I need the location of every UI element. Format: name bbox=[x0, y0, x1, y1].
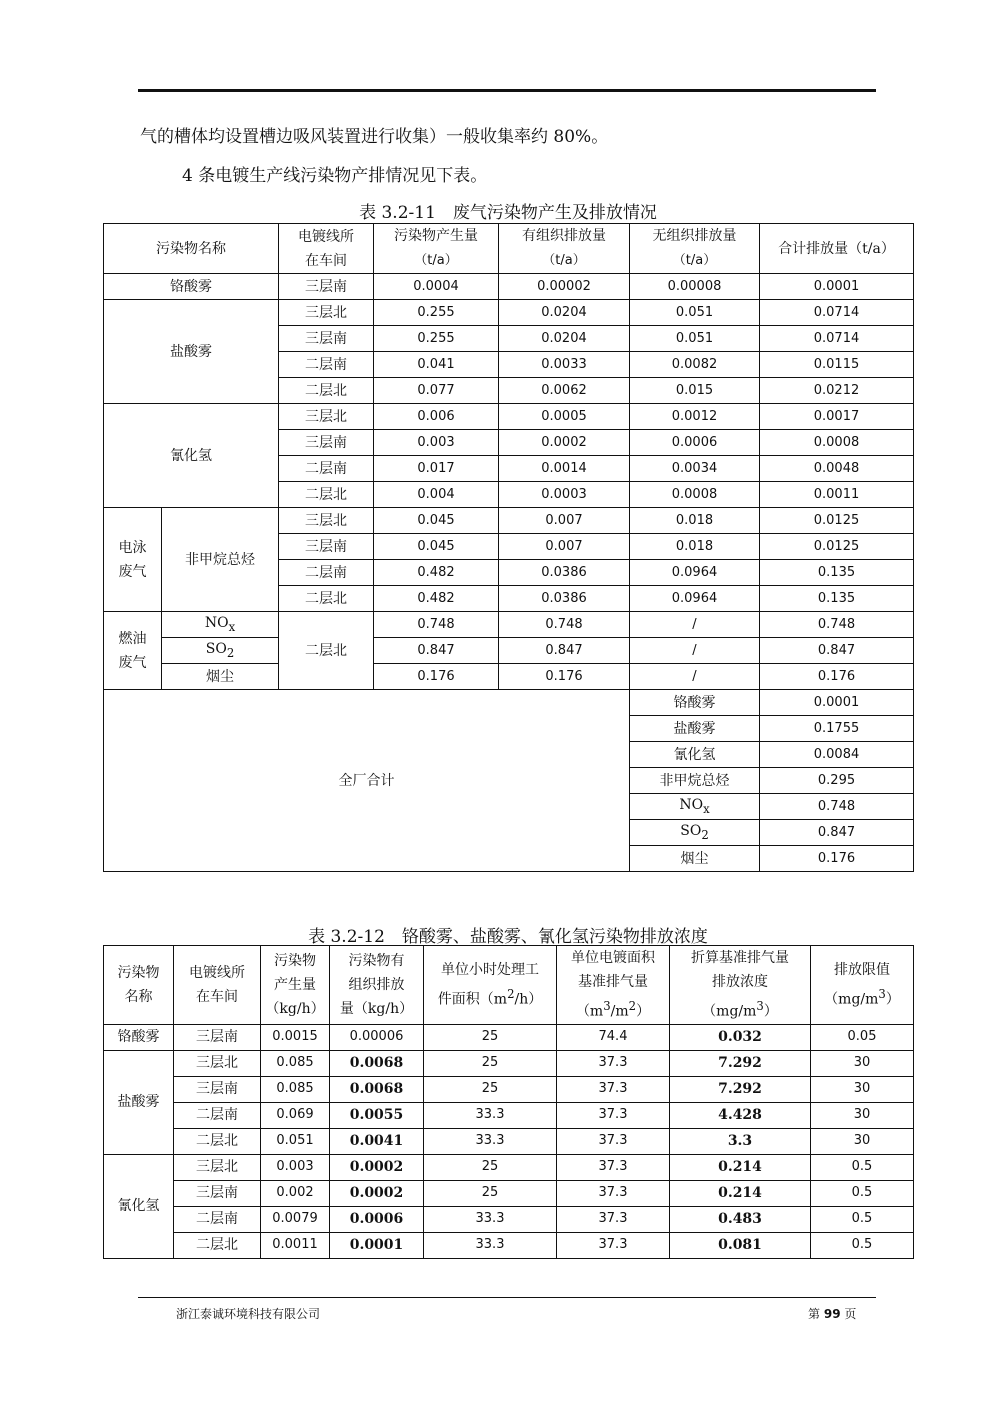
limit-cell: 30 bbox=[811, 1128, 914, 1154]
pollutant-name: $NO_x$ bbox=[162, 612, 279, 638]
concentration-cell: 7.292 bbox=[670, 1050, 811, 1076]
header-rule bbox=[138, 89, 876, 92]
unorganized-cell: 0.00008 bbox=[630, 274, 760, 300]
base-exhaust-cell: 37.3 bbox=[557, 1076, 670, 1102]
organized-cell: 0.0386 bbox=[499, 560, 630, 586]
header-unorganized-emission: 无组织排放量 （t/a） bbox=[630, 224, 760, 274]
pollutant-name: 氰化氢 bbox=[104, 404, 279, 508]
organized-cell: 0.0002 bbox=[499, 430, 630, 456]
unorganized-cell: 0.0008 bbox=[630, 482, 760, 508]
area-cell: 33.3 bbox=[424, 1128, 557, 1154]
generation-cell: 0.045 bbox=[374, 508, 499, 534]
generation-cell: 0.041 bbox=[374, 352, 499, 378]
generation-cell: 0.482 bbox=[374, 586, 499, 612]
area-cell: 25 bbox=[424, 1024, 557, 1050]
plant-total-value: 0.0084 bbox=[760, 742, 914, 768]
organized-cell: 0.176 bbox=[499, 664, 630, 690]
pollutant-name: 非甲烷总烃 bbox=[162, 508, 279, 612]
generation-cell: 0.0004 bbox=[374, 274, 499, 300]
generation-cell: 0.003 bbox=[374, 430, 499, 456]
page-number: 99 bbox=[823, 1307, 841, 1321]
plant-total-value: 0.847 bbox=[760, 820, 914, 846]
generation-cell: 0.069 bbox=[261, 1102, 330, 1128]
concentration-cell: 0.081 bbox=[670, 1232, 811, 1258]
workshop-cell: 二层南 bbox=[279, 560, 374, 586]
table-row bbox=[104, 1024, 914, 1050]
generation-cell: 0.077 bbox=[374, 378, 499, 404]
table-row bbox=[104, 1180, 914, 1206]
unorganized-cell: 0.0034 bbox=[630, 456, 760, 482]
generation-cell: 0.0015 bbox=[261, 1024, 330, 1050]
header-generation-rate: 污染物 产生量 （kg/h） bbox=[261, 946, 330, 1025]
organized-cell: 0.0033 bbox=[499, 352, 630, 378]
concentration-cell: 7.292 bbox=[670, 1076, 811, 1102]
total-cell: 0.0008 bbox=[760, 430, 914, 456]
organized-cell: 0.0003 bbox=[499, 482, 630, 508]
header-workshop: 电镀线所 在车间 bbox=[174, 946, 261, 1025]
emission-cell: 0.0041 bbox=[330, 1128, 424, 1154]
generation-cell: 0.051 bbox=[261, 1128, 330, 1154]
emission-cell: 0.0006 bbox=[330, 1206, 424, 1232]
plant-total-pollutant: $SO_2$ bbox=[630, 820, 760, 846]
header-workshop: 电镀线所 在车间 bbox=[279, 224, 374, 274]
generation-cell: 0.004 bbox=[374, 482, 499, 508]
limit-cell: 0.5 bbox=[811, 1206, 914, 1232]
pollutant-name: 铬酸雾 bbox=[104, 1024, 174, 1050]
table-row bbox=[104, 638, 914, 664]
unorganized-cell: / bbox=[630, 664, 760, 690]
workshop-cell: 二层南 bbox=[279, 352, 374, 378]
organized-cell: 0.0062 bbox=[499, 378, 630, 404]
table-row bbox=[104, 508, 914, 534]
limit-cell: 0.5 bbox=[811, 1154, 914, 1180]
base-exhaust-cell: 37.3 bbox=[557, 1128, 670, 1154]
concentration-cell: 4.428 bbox=[670, 1102, 811, 1128]
header-base-exhaust: 单位电镀面积 基准排气量 $(m^3/m^2)$ bbox=[557, 946, 670, 1025]
unorganized-cell: 0.0964 bbox=[630, 586, 760, 612]
area-cell: 25 bbox=[424, 1180, 557, 1206]
total-cell: 0.0017 bbox=[760, 404, 914, 430]
footer-company: 浙江泰诚环境科技有限公司 bbox=[176, 1307, 321, 1321]
base-exhaust-cell: 37.3 bbox=[557, 1206, 670, 1232]
total-cell: 0.0714 bbox=[760, 300, 914, 326]
pollutant-name: 烟尘 bbox=[162, 664, 279, 690]
limit-cell: 30 bbox=[811, 1102, 914, 1128]
generation-cell: 0.482 bbox=[374, 560, 499, 586]
limit-cell: 0.5 bbox=[811, 1180, 914, 1206]
plant-total-pollutant: $NO_x$ bbox=[630, 794, 760, 820]
table-row bbox=[104, 1232, 914, 1258]
organized-cell: 0.007 bbox=[499, 534, 630, 560]
generation-cell: 0.255 bbox=[374, 326, 499, 352]
limit-cell: 0.5 bbox=[811, 1232, 914, 1258]
plant-total-value: 0.176 bbox=[760, 846, 914, 872]
base-exhaust-cell: 37.3 bbox=[557, 1102, 670, 1128]
generation-cell: 0.0011 bbox=[261, 1232, 330, 1258]
table-row bbox=[104, 1076, 914, 1102]
total-cell: 0.0125 bbox=[760, 508, 914, 534]
pollutant-name: 氰化氢 bbox=[104, 1154, 174, 1258]
plant-total-value: 0.295 bbox=[760, 768, 914, 794]
limit-cell: 30 bbox=[811, 1076, 914, 1102]
workshop-cell: 二层北 bbox=[279, 378, 374, 404]
total-cell: 0.0011 bbox=[760, 482, 914, 508]
unorganized-cell: 0.051 bbox=[630, 300, 760, 326]
area-cell: 33.3 bbox=[424, 1206, 557, 1232]
plant-total-value: 0.0001 bbox=[760, 690, 914, 716]
unorganized-cell: 0.051 bbox=[630, 326, 760, 352]
workshop-cell: 二层北 bbox=[279, 612, 374, 690]
total-cell: 0.135 bbox=[760, 586, 914, 612]
generation-cell: 0.176 bbox=[374, 664, 499, 690]
table-row bbox=[104, 404, 914, 430]
table-row bbox=[104, 1206, 914, 1232]
concentration-cell: 0.483 bbox=[670, 1206, 811, 1232]
workshop-cell: 三层南 bbox=[279, 430, 374, 456]
organized-cell: 0.0014 bbox=[499, 456, 630, 482]
workshop-cell: 三层南 bbox=[174, 1180, 261, 1206]
emission-table-11 bbox=[103, 223, 914, 872]
base-exhaust-cell: 37.3 bbox=[557, 1050, 670, 1076]
unorganized-cell: 0.0012 bbox=[630, 404, 760, 430]
limit-cell: 0.05 bbox=[811, 1024, 914, 1050]
workshop-cell: 三层北 bbox=[174, 1050, 261, 1076]
table-12-caption: 表 3.2-12 铬酸雾、盐酸雾、氰化氢污染物排放浓度 bbox=[308, 927, 708, 947]
table-11-caption: 表 3.2-11 废气污染物产生及排放情况 bbox=[359, 203, 657, 223]
plant-total-row bbox=[104, 690, 914, 716]
workshop-cell: 二层南 bbox=[174, 1206, 261, 1232]
organized-cell: 0.0005 bbox=[499, 404, 630, 430]
footer-page: 第 99 页 bbox=[808, 1307, 857, 1321]
pollutant-name: 盐酸雾 bbox=[104, 1050, 174, 1154]
workshop-cell: 二层北 bbox=[174, 1232, 261, 1258]
concentration-cell: 0.214 bbox=[670, 1180, 811, 1206]
workshop-cell: 三层北 bbox=[279, 404, 374, 430]
workshop-cell: 二层北 bbox=[279, 482, 374, 508]
emission-cell: 0.0002 bbox=[330, 1180, 424, 1206]
organized-cell: 0.0386 bbox=[499, 586, 630, 612]
unorganized-cell: 0.0082 bbox=[630, 352, 760, 378]
emission-cell: 0.00006 bbox=[330, 1024, 424, 1050]
organized-cell: 0.0204 bbox=[499, 326, 630, 352]
total-cell: 0.0714 bbox=[760, 326, 914, 352]
header-treated-area: 单位小时处理工 件面积$(m^2/h)$ bbox=[424, 946, 557, 1025]
concentration-table-12 bbox=[103, 945, 914, 1259]
plant-total-pollutant: 铬酸雾 bbox=[630, 690, 760, 716]
total-cell: 0.0048 bbox=[760, 456, 914, 482]
workshop-cell: 三层北 bbox=[279, 508, 374, 534]
plant-total-pollutant: 盐酸雾 bbox=[630, 716, 760, 742]
workshop-cell: 二层南 bbox=[279, 456, 374, 482]
pollutant-name: 铬酸雾 bbox=[104, 274, 279, 300]
total-cell: 0.135 bbox=[760, 560, 914, 586]
base-exhaust-cell: 37.3 bbox=[557, 1154, 670, 1180]
emission-cell: 0.0001 bbox=[330, 1232, 424, 1258]
organized-cell: 0.007 bbox=[499, 508, 630, 534]
workshop-cell: 二层北 bbox=[279, 586, 374, 612]
unorganized-cell: 0.018 bbox=[630, 534, 760, 560]
footer-rule bbox=[138, 1297, 876, 1298]
organized-cell: 0.748 bbox=[499, 612, 630, 638]
table-header-row bbox=[104, 946, 914, 1025]
base-exhaust-cell: 37.3 bbox=[557, 1232, 670, 1258]
workshop-cell: 二层南 bbox=[174, 1102, 261, 1128]
generation-cell: 0.847 bbox=[374, 638, 499, 664]
concentration-cell: 0.032 bbox=[670, 1024, 811, 1050]
intro-line-1: 气的槽体均设置槽边吸风装置进行收集）一般收集率约 80%。 bbox=[140, 127, 609, 147]
header-limit: 排放限值 $(mg/m^3)$ bbox=[811, 946, 914, 1025]
header-pollutant-name: 污染物名称 bbox=[104, 224, 279, 274]
total-cell: 0.847 bbox=[760, 638, 914, 664]
generation-cell: 0.003 bbox=[261, 1154, 330, 1180]
intro-line-2: 4 条电镀生产线污染物产排情况见下表。 bbox=[182, 166, 488, 186]
group-label-fuel: 燃油 废气 bbox=[104, 612, 162, 690]
area-cell: 25 bbox=[424, 1076, 557, 1102]
header-concentration: 折算基准排气量 排放浓度 $(mg/m^3)$ bbox=[670, 946, 811, 1025]
base-exhaust-cell: 74.4 bbox=[557, 1024, 670, 1050]
organized-cell: 0.00002 bbox=[499, 274, 630, 300]
area-cell: 25 bbox=[424, 1050, 557, 1076]
table-row bbox=[104, 1102, 914, 1128]
group-label-electrophoresis: 电泳 废气 bbox=[104, 508, 162, 612]
table-row bbox=[104, 612, 914, 638]
table-row bbox=[104, 1128, 914, 1154]
area-cell: 25 bbox=[424, 1154, 557, 1180]
base-exhaust-cell: 37.3 bbox=[557, 1180, 670, 1206]
total-cell: 0.0212 bbox=[760, 378, 914, 404]
organized-cell: 0.847 bbox=[499, 638, 630, 664]
emission-cell: 0.0055 bbox=[330, 1102, 424, 1128]
unorganized-cell: 0.0964 bbox=[630, 560, 760, 586]
table-row bbox=[104, 274, 914, 300]
header-pollutant-name: 污染物 名称 bbox=[104, 946, 174, 1025]
unorganized-cell: 0.0006 bbox=[630, 430, 760, 456]
pollutant-name: 盐酸雾 bbox=[104, 300, 279, 404]
header-total-emission: 合计排放量（t/a） bbox=[760, 224, 914, 274]
workshop-cell: 二层北 bbox=[174, 1128, 261, 1154]
unorganized-cell: / bbox=[630, 612, 760, 638]
workshop-cell: 三层南 bbox=[174, 1076, 261, 1102]
header-organized-emission-rate: 污染物有 组织排放 量（kg/h） bbox=[330, 946, 424, 1025]
total-cell: 0.176 bbox=[760, 664, 914, 690]
emission-cell: 0.0068 bbox=[330, 1050, 424, 1076]
pollutant-name: $SO_2$ bbox=[162, 638, 279, 664]
generation-cell: 0.017 bbox=[374, 456, 499, 482]
unorganized-cell: 0.015 bbox=[630, 378, 760, 404]
generation-cell: 0.002 bbox=[261, 1180, 330, 1206]
unorganized-cell: / bbox=[630, 638, 760, 664]
emission-cell: 0.0068 bbox=[330, 1076, 424, 1102]
plant-total-pollutant: 烟尘 bbox=[630, 846, 760, 872]
total-cell: 0.0115 bbox=[760, 352, 914, 378]
area-cell: 33.3 bbox=[424, 1232, 557, 1258]
table-row bbox=[104, 1050, 914, 1076]
generation-cell: 0.255 bbox=[374, 300, 499, 326]
generation-cell: 0.085 bbox=[261, 1076, 330, 1102]
concentration-cell: 3.3 bbox=[670, 1128, 811, 1154]
emission-cell: 0.0002 bbox=[330, 1154, 424, 1180]
workshop-cell: 三层南 bbox=[279, 274, 374, 300]
table-header-row bbox=[104, 224, 914, 274]
plant-total-pollutant: 非甲烷总烃 bbox=[630, 768, 760, 794]
unorganized-cell: 0.018 bbox=[630, 508, 760, 534]
total-cell: 0.748 bbox=[760, 612, 914, 638]
plant-total-value: 0.748 bbox=[760, 794, 914, 820]
plant-total-label: 全厂合计 bbox=[104, 690, 630, 872]
plant-total-pollutant: 氰化氢 bbox=[630, 742, 760, 768]
organized-cell: 0.0204 bbox=[499, 300, 630, 326]
concentration-cell: 0.214 bbox=[670, 1154, 811, 1180]
total-cell: 0.0125 bbox=[760, 534, 914, 560]
generation-cell: 0.748 bbox=[374, 612, 499, 638]
generation-cell: 0.045 bbox=[374, 534, 499, 560]
generation-cell: 0.085 bbox=[261, 1050, 330, 1076]
area-cell: 33.3 bbox=[424, 1102, 557, 1128]
generation-cell: 0.0079 bbox=[261, 1206, 330, 1232]
workshop-cell: 三层北 bbox=[174, 1154, 261, 1180]
workshop-cell: 三层南 bbox=[174, 1024, 261, 1050]
total-cell: 0.0001 bbox=[760, 274, 914, 300]
workshop-cell: 三层南 bbox=[279, 326, 374, 352]
limit-cell: 30 bbox=[811, 1050, 914, 1076]
workshop-cell: 三层北 bbox=[279, 300, 374, 326]
workshop-cell: 三层南 bbox=[279, 534, 374, 560]
table-row bbox=[104, 300, 914, 326]
table-row bbox=[104, 1154, 914, 1180]
generation-cell: 0.006 bbox=[374, 404, 499, 430]
header-generation: 污染物产生量 （t/a） bbox=[374, 224, 499, 274]
header-organized-emission: 有组织排放量 （t/a） bbox=[499, 224, 630, 274]
plant-total-value: 0.1755 bbox=[760, 716, 914, 742]
table-row bbox=[104, 664, 914, 690]
